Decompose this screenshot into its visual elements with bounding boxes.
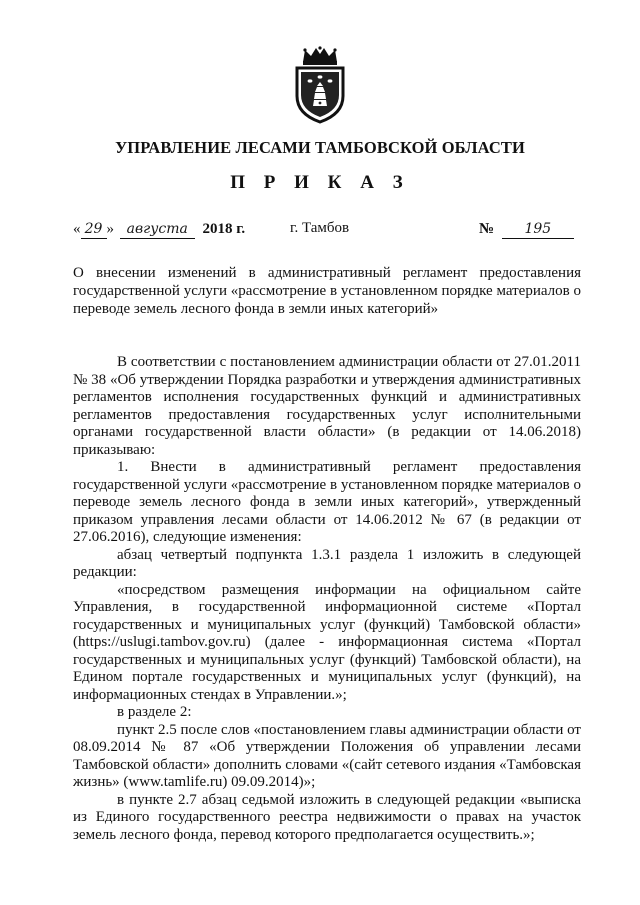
document-date — [73, 220, 245, 239]
date-day: 29 — [81, 220, 107, 239]
date-quote-close: » — [106, 221, 114, 237]
number-label: № — [479, 221, 495, 237]
body-paragraph: «посредством размещения информации на официальном сайте Управления, в государственной информационной системе «Портал государственных и муниципальных услуг (функций) Тамбовской области» (https://uslugi.tambov.gov.ru) (далее - информационная система «Портал государственных и муниципальных услуг (функций) Тамбовской области), на Едином портале государственных и муниципальных услуг (функций), на информационных стендах в Управлении.»; — [73, 581, 581, 703]
coat-of-arms-icon — [289, 46, 351, 124]
body-paragraph: абзац четвертый подпункта 1.3.1 раздела 1 изложить в следующей редакции: — [73, 546, 581, 580]
document-body — [73, 354, 581, 844]
document-type-title: П Р И К А З — [230, 172, 410, 193]
date-quote-open: « — [73, 221, 81, 237]
document-city: г. Тамбов — [290, 220, 350, 236]
document-subject: О внесении изменений в административный регламент предоставления государственной услуги «рассмотрение в установленном порядке материалов о переводе земель лесного фонда в земли иных категорий» — [73, 265, 581, 317]
body-paragraph: в разделе 2: — [117, 704, 192, 720]
date-year: 2018 г. — [202, 221, 246, 237]
body-paragraph: в пункте 2.7 абзац седьмой изложить в следующей редакции «выписка из Единого государственного реестра недвижимости о правах на участок земель лесного фонда, перевод которого предполагается осуществить.»; — [73, 791, 581, 843]
organization-name: УПРАВЛЕНИЕ ЛЕСАМИ ТАМБОВСКОЙ ОБЛАСТИ — [115, 138, 525, 157]
body-paragraph: В соответствии с постановлением администрации области от 27.01.2011 № 38 «Об утверждении Порядка разработки и утверждения административных регламентов исполнения государственных функций и административных регламентов предоставления государственных услуг исполнительными органами государственной власти области» (в редакции от 14.06.2018) приказываю: — [73, 354, 581, 458]
document-number — [479, 220, 574, 239]
date-month: августа — [120, 220, 195, 239]
body-paragraph: 1. Внести в административный регламент предоставления государственной услуги «рассмотрение в установленном порядке материалов о переводе земель лесного фонда в земли иных категорий», утвержденный приказом управления лесами области от 14.06.2012 № 67 (в редакции от 27.06.2016), следующие изменения: — [73, 459, 581, 545]
body-paragraph: пункт 2.5 после слов «постановлением главы администрации области от 08.09.2014 № 87 «Об утверждении Положения об управлении лесами Тамбовской области» дополнить словами «(сайт сетевого издания «Тамбовская жизнь» (www.tamlife.ru) 09.09.2014)»; — [73, 721, 581, 790]
number-value: 195 — [502, 220, 574, 239]
